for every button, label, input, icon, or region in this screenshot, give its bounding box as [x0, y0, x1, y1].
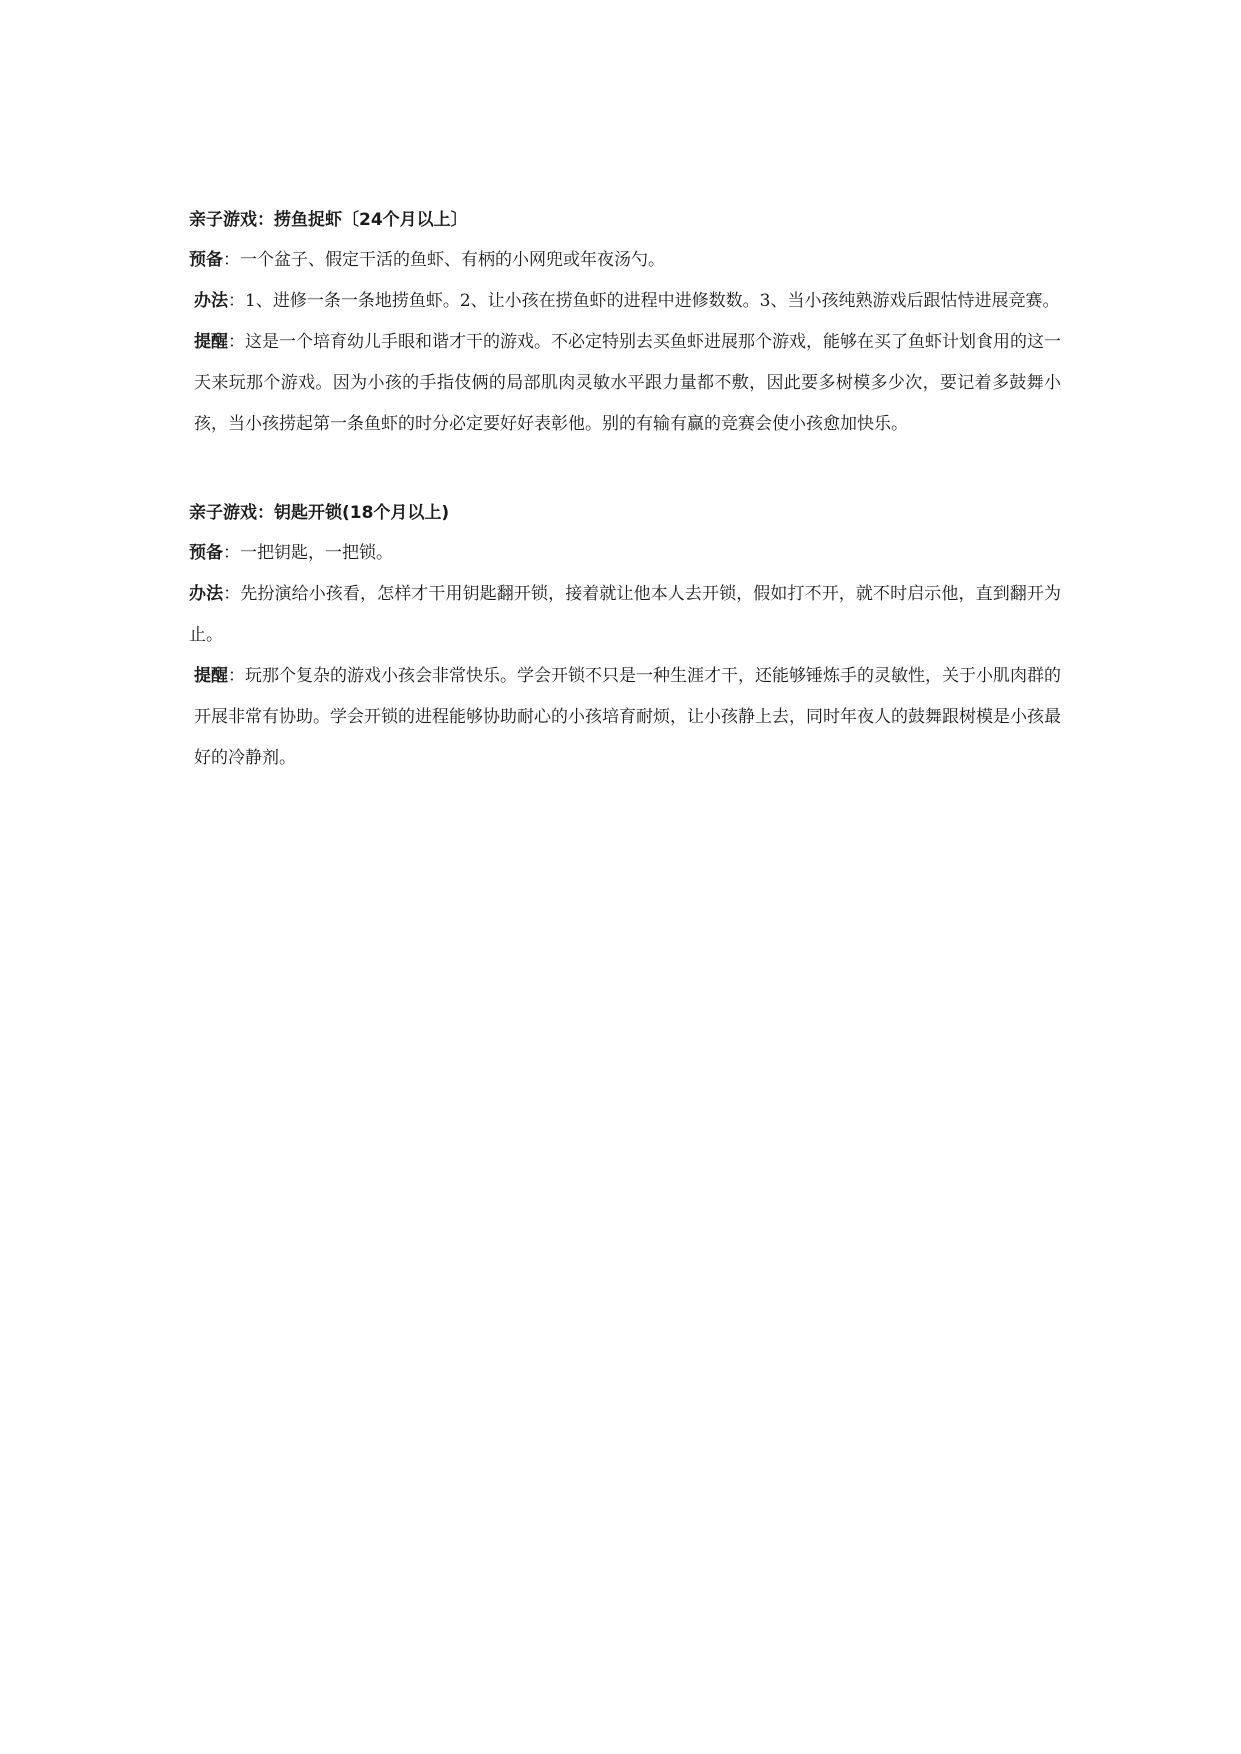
tip-label: 提醒: [194, 332, 228, 352]
prep-paragraph: [189, 533, 1061, 574]
game-section-fishing: [189, 200, 1061, 445]
game-section-key-lock: [189, 493, 1061, 779]
method-paragraph: [189, 574, 1061, 656]
prep-text: 一个盆子、假定干活的鱼虾、有柄的小网兜或年夜汤勺。: [240, 250, 665, 270]
tip-paragraph: [189, 656, 1061, 779]
prep-label: 预备: [189, 543, 223, 563]
prep-text: 一把钥匙，一把锁。: [240, 543, 393, 563]
tip-text: 这是一个培育幼儿手眼和谐才干的游戏。不必定特别去买鱼虾进展那个游戏，能够在买了鱼虾计划食用的这一天来玩那个游戏。因为小孩的手指伎俩的局部肌肉灵敏水平跟力量都不敷，因此要多树模多少次，要记着多鼓舞小孩，当小孩捞起第一条鱼虾的时分必定要好好表彰他。别的有输有赢的竞赛会使小孩愈加快乐。: [194, 332, 1061, 434]
method-label: 办法: [189, 584, 224, 604]
section-title: 亲子游戏：捞鱼捉虾〔24个月以上〕: [189, 210, 468, 230]
tip-separator: ：: [228, 666, 245, 686]
section-title: 亲子游戏：钥匙开锁(18个月以上): [189, 503, 450, 523]
prep-separator: ：: [223, 543, 240, 563]
method-paragraph: [189, 281, 1061, 322]
method-text: 1、进修一条一条地捞鱼虾。2、让小孩在捞鱼虾的进程中进修数数。3、当小孩纯熟游戏后跟怙恃进展竞赛。: [245, 291, 1060, 311]
tip-label: 提醒: [194, 666, 228, 686]
method-separator: ：: [223, 584, 241, 604]
prep-label: 预备: [189, 250, 223, 270]
prep-separator: ：: [223, 250, 240, 270]
document-page: [189, 200, 1061, 779]
tip-text: 玩那个复杂的游戏小孩会非常快乐。学会开锁不只是一种生涯才干，还能够锤炼手的灵敏性，关于小肌肉群的开展非常有协助。学会开锁的进程能够协助耐心的小孩培育耐烦，让小孩静上去，同时年夜人的鼓舞跟树模是小孩最好的冷静剂。: [194, 666, 1061, 768]
tip-paragraph: [189, 322, 1061, 445]
prep-paragraph: [189, 240, 1061, 281]
method-label: 办法: [194, 291, 228, 311]
method-separator: ：: [228, 291, 245, 311]
method-text: 先扮演给小孩看，怎样才干用钥匙翻开锁，接着就让他本人去开锁，假如打不开，就不时启示他，直到翻开为止。: [189, 584, 1062, 645]
tip-separator: ：: [228, 332, 245, 352]
